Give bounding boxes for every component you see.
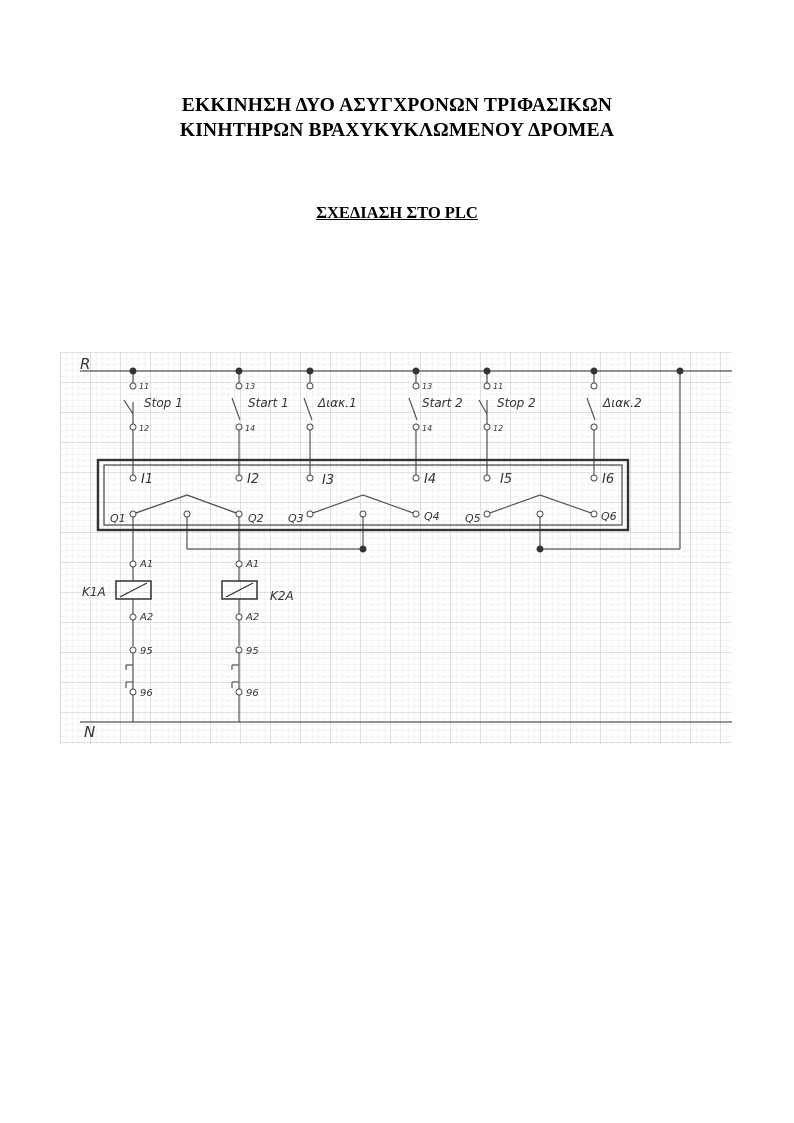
coil-label-k1a: K1A xyxy=(82,585,106,599)
terminal-number: 14 xyxy=(245,424,256,433)
overload-terminal-95: 95 xyxy=(140,646,153,657)
coil-terminal-a2: A2 xyxy=(140,612,154,623)
graph-paper-background xyxy=(60,352,732,744)
output-label-q3: Q3 xyxy=(288,512,304,525)
switch-label-start-2: Start 2 xyxy=(422,396,463,410)
switch-label-diak-2: Διακ.2 xyxy=(603,396,642,410)
input-label-i5: I5 xyxy=(500,472,513,487)
output-label-q5: Q5 xyxy=(465,512,481,525)
switch-label-stop-1: Stop 1 xyxy=(144,396,183,410)
terminal-number: 13 xyxy=(422,382,433,391)
overload-terminal-96: 96 xyxy=(140,688,153,699)
title-line-1: ΕΚΚΙΝΗΣΗ ΔΥΟ ΑΣΥΓΧΡΟΝΩΝ ΤΡΙΦΑΣΙΚΩΝ xyxy=(181,95,613,116)
subtitle: ΣΧΕΔΙΑΣΗ ΣΤΟ PLC xyxy=(316,203,478,222)
input-label-i6: I6 xyxy=(602,472,615,487)
terminal-number: 13 xyxy=(245,382,256,391)
title-line-2: ΚΙΝΗΤΗΡΩΝ ΒΡΑΧΥΚΥΚΛΩΜΕΝΟΥ ΔΡΟΜΕΑ xyxy=(179,120,615,141)
switch-label-stop-2: Stop 2 xyxy=(497,396,536,410)
switch-label-start-1: Start 1 xyxy=(248,396,289,410)
terminal-number: 11 xyxy=(493,382,504,391)
output-label-q1: Q1 xyxy=(110,512,126,525)
coil-label-k2a: K2A xyxy=(270,589,294,603)
output-label-q4: Q4 xyxy=(424,510,440,523)
input-label-i2: I2 xyxy=(247,472,260,487)
rail-n-label: N xyxy=(84,723,96,741)
coil-terminal-a2: A2 xyxy=(246,612,260,623)
terminal-number: 14 xyxy=(422,424,433,433)
input-label-i1: I1 xyxy=(141,472,154,487)
plc-wiring-diagram xyxy=(60,352,732,744)
input-label-i4: I4 xyxy=(424,472,437,487)
coil-terminal-a1: A1 xyxy=(246,559,260,570)
coil-terminal-a1: A1 xyxy=(140,559,154,570)
output-label-q6: Q6 xyxy=(601,510,617,523)
terminal-number: 11 xyxy=(139,382,150,391)
terminal-number: 12 xyxy=(139,424,150,433)
rail-r-label: R xyxy=(80,355,91,373)
input-label-i3: I3 xyxy=(322,473,335,488)
output-label-q2: Q2 xyxy=(248,512,264,525)
overload-terminal-96: 96 xyxy=(246,688,259,699)
terminal-number: 12 xyxy=(493,424,504,433)
overload-terminal-95: 95 xyxy=(246,646,259,657)
switch-label-diak-1: Διακ.1 xyxy=(318,396,357,410)
